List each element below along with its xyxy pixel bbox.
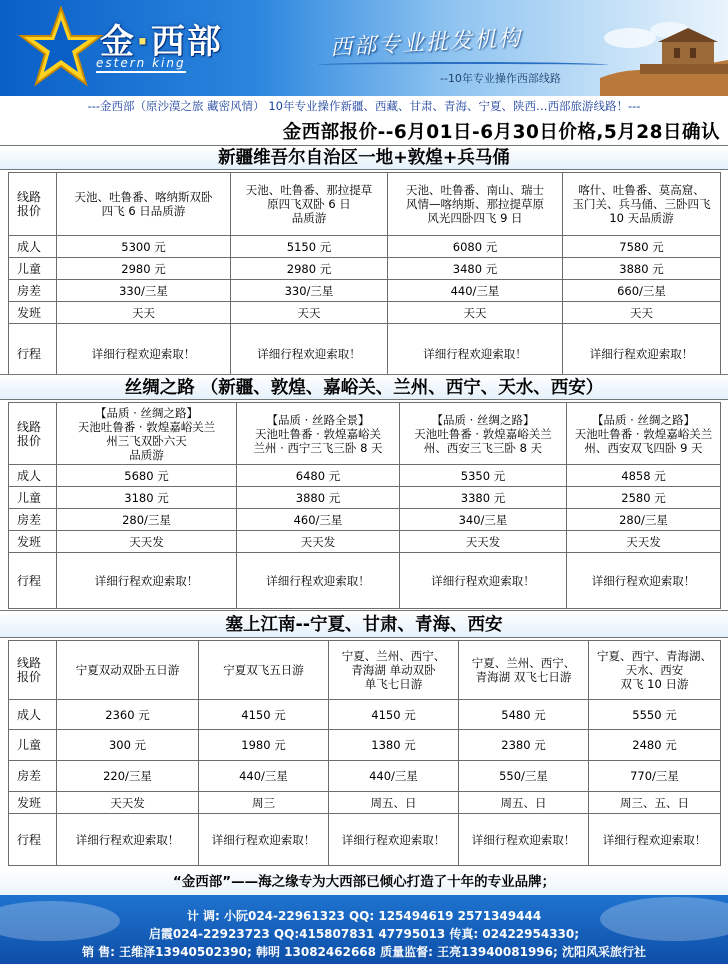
row-label-route: 线路 报价 bbox=[9, 403, 57, 465]
price-table-ningxia bbox=[8, 640, 721, 866]
fortress-illustration-icon bbox=[600, 8, 728, 96]
adult-price: 5480 元 bbox=[459, 700, 589, 730]
section-title-silk-road: 丝绸之路 （新疆、敦煌、嘉峪关、兰州、西宁、天水、西安） bbox=[0, 374, 728, 400]
child-price: 3880 元 bbox=[237, 487, 400, 509]
adult-price: 4150 元 bbox=[199, 700, 329, 730]
room-supplement: 280/三星 bbox=[57, 509, 237, 531]
row-label-child: 儿童 bbox=[9, 487, 57, 509]
route-name: 【品质 · 丝绸之路】 天池吐鲁番 · 敦煌嘉峪关兰 州三飞双卧六天 品质游 bbox=[57, 403, 237, 465]
adult-price: 6480 元 bbox=[237, 465, 400, 487]
table-row bbox=[9, 730, 721, 761]
child-price: 3380 元 bbox=[400, 487, 567, 509]
row-label-child: 儿童 bbox=[9, 730, 57, 761]
route-name: 宁夏双动双卧五日游 bbox=[57, 641, 199, 700]
child-price: 2580 元 bbox=[567, 487, 721, 509]
room-supplement: 660/三星 bbox=[563, 280, 721, 302]
row-label-itinerary: 行程 bbox=[9, 553, 57, 609]
contact-line: 启霞024-22923723 QQ:415807831 47795013 传真: 02422954330; bbox=[148, 927, 580, 941]
price-table-silk-road bbox=[8, 402, 721, 609]
departure: 周三 bbox=[199, 792, 329, 814]
table-row bbox=[9, 792, 721, 814]
room-supplement: 280/三星 bbox=[567, 509, 721, 531]
route-name: 天池、吐鲁番、南山、瑞士 风情—喀纳斯、那拉提草原 风光四卧四飞 9 日 bbox=[388, 173, 563, 236]
row-label-depart: 发班 bbox=[9, 531, 57, 553]
row-label-adult: 成人 bbox=[9, 700, 57, 730]
child-price: 300 元 bbox=[57, 730, 199, 761]
contact-line: 销 售: 王维泽13940502390; 韩明 13082462668 质量监督: 王亮13940081996; 沈阳风采旅行社 bbox=[82, 945, 646, 959]
table-row bbox=[9, 761, 721, 792]
adult-price: 7580 元 bbox=[563, 236, 721, 258]
route-name: 宁夏、西宁、青海湖、 天水、西安 双飞 10 日游 bbox=[589, 641, 721, 700]
departure: 天天发 bbox=[400, 531, 567, 553]
room-supplement: 340/三星 bbox=[400, 509, 567, 531]
table-row bbox=[9, 236, 721, 258]
itinerary-link[interactable]: 详细行程欢迎索取！ bbox=[199, 814, 329, 866]
departure: 天天发 bbox=[567, 531, 721, 553]
departure: 周五、日 bbox=[459, 792, 589, 814]
departure: 天天 bbox=[57, 302, 231, 324]
row-label-child: 儿童 bbox=[9, 258, 57, 280]
logo-rest: 西部 bbox=[150, 22, 223, 62]
itinerary-link[interactable]: 详细行程欢迎索取！ bbox=[563, 324, 721, 384]
room-supplement: 440/三星 bbox=[199, 761, 329, 792]
room-supplement: 440/三星 bbox=[388, 280, 563, 302]
contact-line: 计 调: 小阮024-22961323 QQ: 125494619 2571349444 bbox=[186, 909, 542, 923]
adult-price: 6080 元 bbox=[388, 236, 563, 258]
child-price: 1980 元 bbox=[199, 730, 329, 761]
itinerary-link[interactable]: 详细行程欢迎索取！ bbox=[231, 324, 388, 384]
route-name: 宁夏、兰州、西宁、 青海湖 双飞七日游 bbox=[459, 641, 589, 700]
room-supplement: 440/三星 bbox=[329, 761, 459, 792]
section-title-xinjiang: 新疆维吾尔自治区一地+敦煌+兵马俑 bbox=[0, 145, 728, 170]
itinerary-link[interactable]: 详细行程欢迎索取！ bbox=[57, 324, 231, 384]
table-row bbox=[9, 531, 721, 553]
table-row bbox=[9, 700, 721, 730]
intro-line: ---金西部（原沙漠之旅 藏密风情） 10年专业操作新疆、西藏、甘肃、青海、宁夏、陕西…西部旅游线路！--- bbox=[87, 99, 641, 113]
room-supplement: 770/三星 bbox=[589, 761, 721, 792]
logo-dot: · bbox=[136, 22, 151, 62]
table-row bbox=[9, 814, 721, 866]
itinerary-link[interactable]: 详细行程欢迎索取！ bbox=[57, 553, 237, 609]
route-name: 宁夏、兰州、西宁、 青海湖 单动双卧 单飞七日游 bbox=[329, 641, 459, 700]
itinerary-link[interactable]: 详细行程欢迎索取！ bbox=[388, 324, 563, 384]
itinerary-link[interactable]: 详细行程欢迎索取！ bbox=[589, 814, 721, 866]
star-logo-icon bbox=[18, 6, 104, 88]
itinerary-link[interactable]: 详细行程欢迎索取！ bbox=[400, 553, 567, 609]
route-name: 【品质 · 丝绸之路】 天池吐鲁番 · 敦煌嘉峪关兰 州、西安三飞三卧 8 天 bbox=[400, 403, 567, 465]
route-name: 【品质 · 丝绸之路】 天池吐鲁番 · 敦煌嘉峪关兰 州、西安双飞四卧 9 天 bbox=[567, 403, 721, 465]
table-row bbox=[9, 403, 721, 465]
departure: 天天发 bbox=[237, 531, 400, 553]
child-price: 3880 元 bbox=[563, 258, 721, 280]
brand-statement: “金西部”——海之缘专为大西部已倾心打造了十年的专业品牌； bbox=[0, 869, 728, 895]
table-row bbox=[9, 280, 721, 302]
departure: 天天发 bbox=[57, 792, 199, 814]
itinerary-link[interactable]: 详细行程欢迎索取！ bbox=[237, 553, 400, 609]
table-row bbox=[9, 173, 721, 236]
row-label-room: 房差 bbox=[9, 280, 57, 302]
room-supplement: 220/三星 bbox=[57, 761, 199, 792]
table-row bbox=[9, 302, 721, 324]
adult-price: 2360 元 bbox=[57, 700, 199, 730]
room-supplement: 330/三星 bbox=[231, 280, 388, 302]
row-label-route: 线路 报价 bbox=[9, 641, 57, 700]
price-table-xinjiang bbox=[8, 172, 721, 384]
route-name: 天池、吐鲁番、那拉提草 原四飞双卧 6 日 品质游 bbox=[231, 173, 388, 236]
table-row bbox=[9, 553, 721, 609]
table-row bbox=[9, 641, 721, 700]
adult-price: 4150 元 bbox=[329, 700, 459, 730]
page-title: 金西部报价--6月01日-6月30日价格,5月28日确认 bbox=[282, 122, 720, 143]
child-price: 2980 元 bbox=[57, 258, 231, 280]
child-price: 2480 元 bbox=[589, 730, 721, 761]
table-row bbox=[9, 487, 721, 509]
room-supplement: 460/三星 bbox=[237, 509, 400, 531]
route-name: 喀什、吐鲁番、莫高窟、 玉门关、兵马俑、三卧四飞 10 天品质游 bbox=[563, 173, 721, 236]
departure: 天天 bbox=[388, 302, 563, 324]
itinerary-link[interactable]: 详细行程欢迎索取！ bbox=[329, 814, 459, 866]
departure: 天天发 bbox=[57, 531, 237, 553]
itinerary-link[interactable]: 详细行程欢迎索取！ bbox=[567, 553, 721, 609]
row-label-adult: 成人 bbox=[9, 465, 57, 487]
adult-price: 5350 元 bbox=[400, 465, 567, 487]
child-price: 2380 元 bbox=[459, 730, 589, 761]
child-price: 2980 元 bbox=[231, 258, 388, 280]
row-label-adult: 成人 bbox=[9, 236, 57, 258]
slogan: 西部专业批发机构 bbox=[329, 25, 523, 62]
child-price: 3480 元 bbox=[388, 258, 563, 280]
row-label-route: 线路 报价 bbox=[9, 173, 57, 236]
departure: 周三、五、日 bbox=[589, 792, 721, 814]
adult-price: 5550 元 bbox=[589, 700, 721, 730]
contact-footer bbox=[0, 895, 728, 964]
departure: 天天 bbox=[563, 302, 721, 324]
room-supplement: 330/三星 bbox=[57, 280, 231, 302]
row-label-room: 房差 bbox=[9, 761, 57, 792]
itinerary-link[interactable]: 详细行程欢迎索取！ bbox=[459, 814, 589, 866]
row-label-itinerary: 行程 bbox=[9, 814, 57, 866]
table-row bbox=[9, 509, 721, 531]
route-name: 宁夏双飞五日游 bbox=[199, 641, 329, 700]
route-name: 天池、吐鲁番、喀纳斯双卧 四飞 6 日品质游 bbox=[57, 173, 231, 236]
row-label-depart: 发班 bbox=[9, 792, 57, 814]
logo-main: 金 bbox=[100, 22, 136, 62]
header-banner bbox=[0, 0, 728, 96]
table-row bbox=[9, 465, 721, 487]
departure: 天天 bbox=[231, 302, 388, 324]
tagline: --10年专业操作西部线路 bbox=[440, 72, 561, 85]
row-label-itinerary: 行程 bbox=[9, 324, 57, 384]
table-row bbox=[9, 258, 721, 280]
adult-price: 5680 元 bbox=[57, 465, 237, 487]
logo-subtitle: estern king bbox=[96, 56, 186, 73]
adult-price: 5300 元 bbox=[57, 236, 231, 258]
itinerary-link[interactable]: 详细行程欢迎索取！ bbox=[57, 814, 199, 866]
row-label-room: 房差 bbox=[9, 509, 57, 531]
adult-price: 5150 元 bbox=[231, 236, 388, 258]
route-name: 【品质 · 丝路全景】 天池吐鲁番 · 敦煌嘉峪关 兰州 · 西宁三飞三卧 8 天 bbox=[237, 403, 400, 465]
room-supplement: 550/三星 bbox=[459, 761, 589, 792]
departure: 周五、日 bbox=[329, 792, 459, 814]
row-label-depart: 发班 bbox=[9, 302, 57, 324]
swoosh-decoration bbox=[318, 62, 608, 68]
child-price: 1380 元 bbox=[329, 730, 459, 761]
adult-price: 4858 元 bbox=[567, 465, 721, 487]
section-title-ningxia: 塞上江南--宁夏、甘肃、青海、西安 bbox=[0, 610, 728, 638]
child-price: 3180 元 bbox=[57, 487, 237, 509]
